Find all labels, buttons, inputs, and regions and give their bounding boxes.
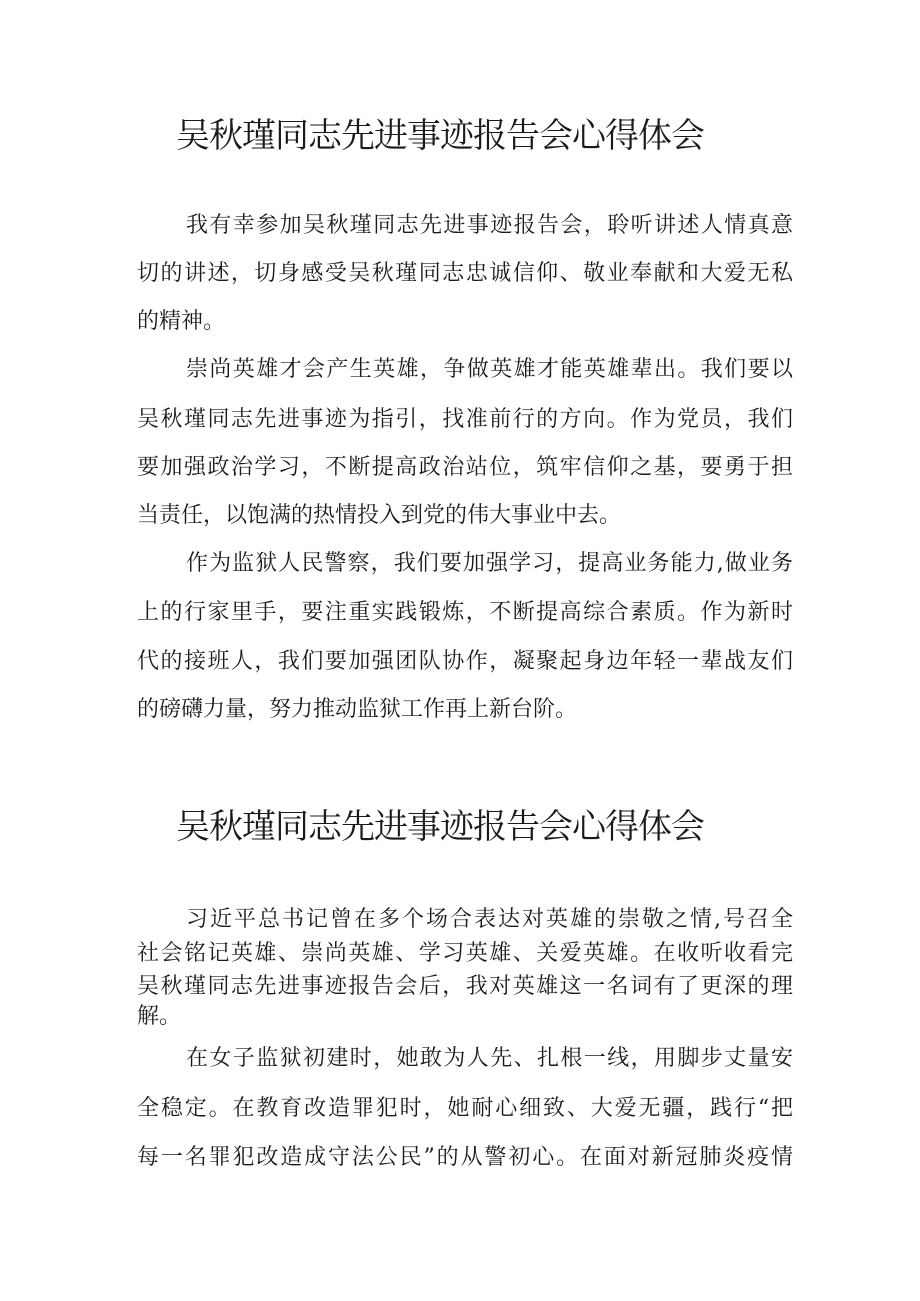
paragraph-line: 吴秋瑾同志先进事迹为指引，找准前行的方向。作为党员，我们 (137, 407, 793, 432)
paragraph-line: 作为监狱人民警察，我们要加强学习，提高业务能力,做业务 (186, 551, 793, 576)
paragraph-line: 解。 (137, 1004, 182, 1029)
paragraph-line: 在女子监狱初建时，她敢为人先、扎根一线，用脚步丈量安 (186, 1046, 793, 1071)
paragraph-line: 上的行家里手，要注重实践锻炼，不断提高综合素质。作为新时 (137, 600, 793, 625)
paragraph-line: 吴秋瑾同志先进事迹报告会后，我对英雄这一名词有了更深的理 (137, 974, 793, 999)
paragraph-line: 每一名罪犯改造成守法公民”的从警初心。在面对新冠肺炎疫情 (137, 1145, 793, 1170)
paragraph-line: 要加强政治学习，不断提高政治站位，筑牢信仰之基，要勇于担 (137, 455, 793, 480)
section-2-title: 吴秋瑾同志先进事迹报告会心得体会 (176, 807, 704, 847)
paragraph-line: 全稳定。在教育改造罪犯时，她耐心细致、大爱无疆，践行“把 (137, 1096, 793, 1121)
paragraph-line: 当责任，以饱满的热情投入到党的伟大事业中去。 (137, 503, 622, 528)
paragraph-line: 代的接班人，我们要加强团队协作，凝聚起身边年轻一辈战友们 (137, 649, 793, 674)
paragraph-line: 习近平总书记曾在多个场合表达对英雄的崇敬之情,号召全 (186, 907, 793, 932)
paragraph-line: 的磅礴力量，努力推动监狱工作再上新台阶。 (137, 697, 578, 722)
paragraph-line: 崇尚英雄才会产生英雄，争做英雄才能英雄辈出。我们要以 (186, 357, 793, 382)
paragraph-line: 切的讲述，切身感受吴秋瑾同志忠诚信仰、敬业奉献和大爱无私 (137, 261, 793, 286)
paragraph-line: 的精神。 (137, 309, 226, 334)
paragraph-line: 我有幸参加吴秋瑾同志先进事迹报告会，聆听讲述人情真意 (186, 213, 793, 238)
paragraph-line: 社会铭记英雄、崇尚英雄、学习英雄、关爱英雄。在收听收看完 (137, 941, 793, 966)
section-1-title: 吴秋瑾同志先进事迹报告会心得体会 (176, 116, 704, 156)
